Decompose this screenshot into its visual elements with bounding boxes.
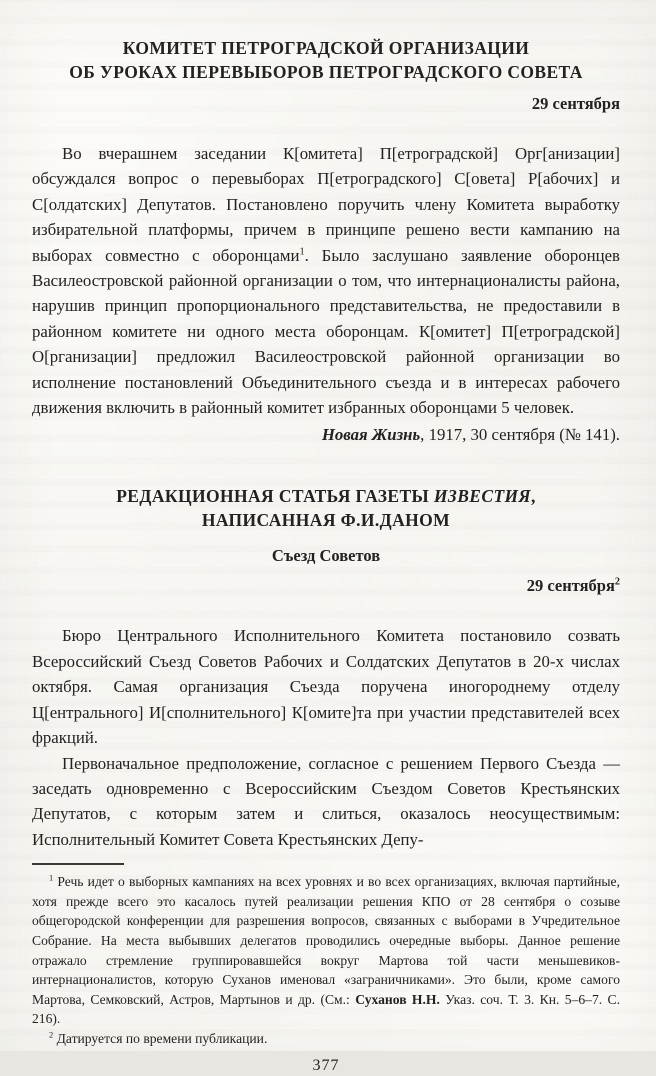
doc2-title-line1 (32, 484, 620, 508)
footnote-2-marker: 2 (49, 1029, 54, 1040)
footnote-divider (32, 863, 124, 865)
doc2-date (32, 575, 620, 597)
document-1 (32, 36, 620, 446)
doc1-source-rest: , 1917, 30 сентября (№ 141). (420, 425, 620, 445)
footnote-1-author-name: Суханов Н.Н. (355, 991, 440, 1007)
footnote-1 (32, 872, 620, 1029)
footnotes-section (32, 863, 620, 1048)
page-number: 377 (312, 1057, 340, 1075)
doc1-paragraph (32, 141, 620, 420)
doc2-title-line1-prefix: РЕДАКЦИОННАЯ СТАТЬЯ ГАЗЕТЫ (116, 486, 434, 507)
doc2-title-line1-suffix: , (531, 486, 536, 507)
footnote-2 (32, 1029, 620, 1049)
doc2-title-newspaper-name: ИЗВЕСТИЯ (433, 486, 531, 507)
doc1-title-line2: ОБ УРОКАХ ПЕРЕВЫБОРОВ ПЕТРОГРАДСКОГО СОВЕТА (69, 62, 583, 82)
doc2-date-text: 29 сентября (526, 576, 615, 596)
doc1-date: 29 сентября (531, 94, 620, 113)
doc1-source-citation (32, 423, 620, 446)
doc2-title (32, 484, 620, 532)
doc1-title (32, 36, 620, 84)
footnote-1-text-before: Речь идет о выборных кампаниях на всех уровнях и во всех организациях, включая партийные, хотя прежде всего это касалось путей реализации решения КПО от 28 сентября о созыве общегородской конференции для разрешения вопросов, связанных с выборами в Учредительное Собрание. На места выбывших делегатов проводились очередные выборы. Данное решение отражало стремление группировавшейся вокруг Мартова той части меньшевиков-интернационалистов, которую Суханов именовал «заграничниками». Это были, кроме самого Мартова, Семковский, Астров, Мартынов и др. (См.: (32, 874, 620, 1007)
doc2-subtitle: Съезд Советов (271, 546, 381, 566)
doc2-paragraph-2: Первоначальное предположение, согласное с решением Первого Съезда — заседать одновременно с Всероссийским Съездом Советов Крестьянских Депутатов, с которым затем и слиться, оказалось неосуществимым: Исполнительный Комитет Совета Крестьянских Депу- (32, 753, 620, 849)
footnote-1-text-after: Указ. соч. Т. 3. Кн. 5–6–7. С. 216). (32, 991, 620, 1027)
footnote-1-marker: 1 (49, 872, 54, 883)
doc1-paragraph-text-2: . Было заслушано заявление оборонцев Василеостровской районной организации о том, что интернационалисты района, нарушив принцип пропорционального представительства, не предоставили в районном комитете ни одного места оборонцам. К[омитет] П[етроградской] О[рганизации] предложил Василеостровской районной организации во исполнение постановлений Объединительного съезда и в интересах рабочего движения включить в районный комитет избранных оборонцами 5 человек. (32, 245, 620, 418)
doc1-title-line1: КОМИТЕТ ПЕТРОГРАДСКОЙ ОРГАНИЗАЦИИ (122, 38, 530, 58)
footnote-ref-2: 2 (614, 576, 620, 588)
doc2-title-line2: НАПИСАННАЯ Ф.И.ДАНОМ (201, 510, 451, 531)
doc1-source-name: Новая Жизнь (321, 425, 421, 445)
doc1-paragraph-text-1: Во вчерашнем заседании К[омитета] П[етроградской] Орг[анизации] обсуждался вопрос о перевыборах П[етроградского] С[овета] Р[абочих] и С[олдатских] Депутатов. Постановлено поручить члену Комитета выработку избирательной платформы, причем в принципе решено вести кампанию на выборах совместно с оборонцами (32, 144, 620, 265)
footnote-ref-1: 1 (299, 246, 305, 258)
doc2-paragraph-1: Бюро Центрального Исполнительного Комитета постановило созвать Всероссийский Съезд Советов Рабочих и Солдатских Депутатов в 20-х числах октября. Самая организация Съезда поручена иногороднему отделу Ц[ентрального] И[сполнительного] К[омите]та при участии представителей всех фракций. (32, 626, 620, 748)
document-2 (32, 484, 620, 852)
footnote-2-text: Датируется по времени публикации. (56, 1030, 268, 1046)
